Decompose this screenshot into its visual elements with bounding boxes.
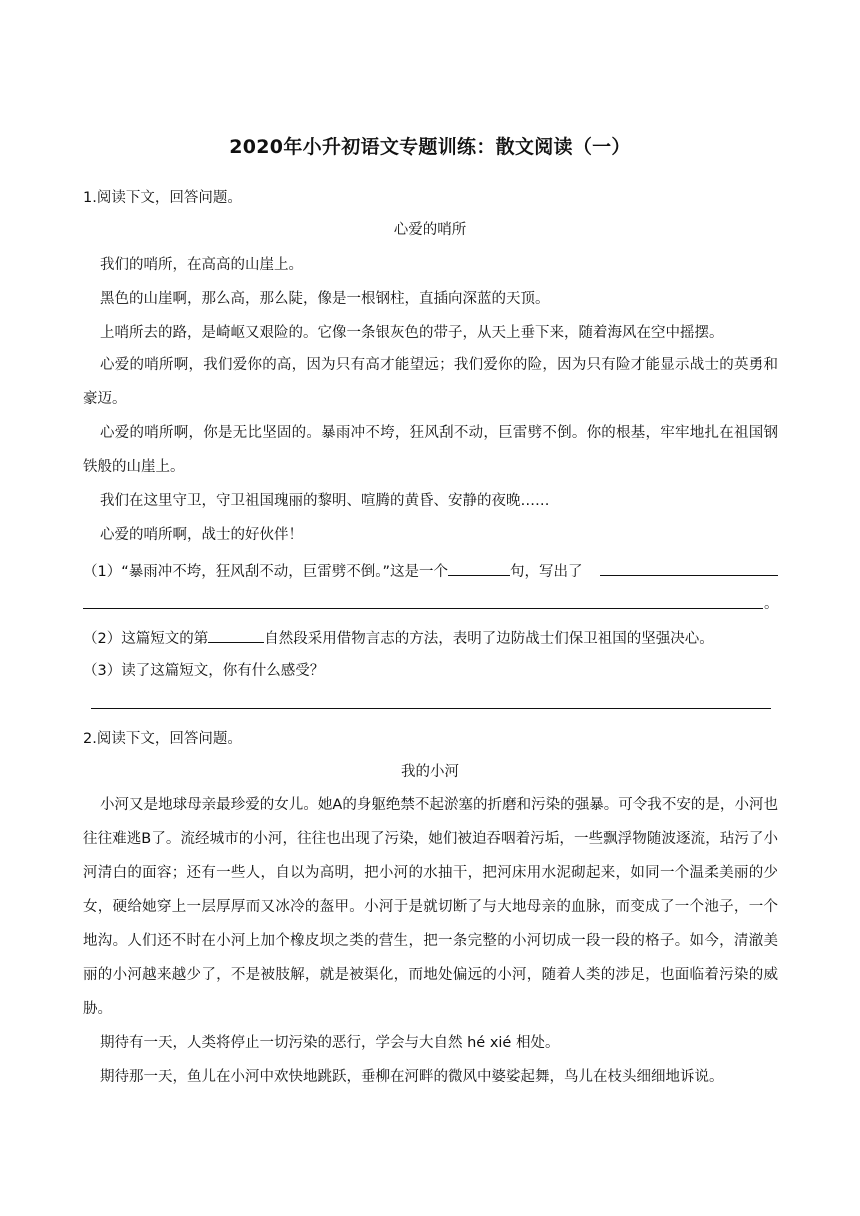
q1-sub2-text-a: （2）这篇短文的第 (83, 631, 209, 647)
q1-paragraph-4: 心爱的哨所啊，我们爱你的高，因为只有高才能望远；我们爱你的险，因为只有险才能显示战士的英勇和豪迈。 (83, 357, 778, 407)
answer-line-feelings[interactable] (91, 708, 771, 709)
q1-intro: 1.阅读下文，回答问题。 (83, 190, 242, 206)
q1-paragraph-3: 上哨所去的路，是崎岖又艰险的。它像一条银灰色的带子，从天上垂下来，随着海风在空中摇摆。 (100, 325, 724, 341)
answer-blank-paragraph-number[interactable] (208, 627, 264, 643)
q1-paragraph-6: 我们在这里守卫，守卫祖国瑰丽的黎明、喧腾的黄昏、安静的夜晚…… (100, 493, 550, 509)
q1-sub1-text-a: （1）“暴雨冲不垮，狂风刮不动，巨雷劈不倒。”这是一个 (83, 564, 448, 580)
answer-blank-sentence-type[interactable] (448, 560, 510, 576)
q2-paragraph-1: 小河又是地球母亲最珍爱的女儿。她A的身躯绝禁不起淤塞的折磨和污染的强暴。可令我不安的是，小河也往往难逃B了。流经城市的小河，往往也出现了污染，她们被迫吞咽着污垢，一些飘浮物随波逐流，玷污了小河清白的面容；还有一些人，自以为高明，把小河的水抽干，把河床用水泥砌起来，如同一个温柔美丽的少女，硬给她穿上一层厚厚而又冰冷的盔甲。小河于是就切断了与大地母亲的血脉，而变成了一个池子，一个地沟。人们还不时在小河上加个橡皮坝之类的营生，把一条完整的小河切成一段一段的格子。如今，清澈美丽的小河越来越少了，不是被肢解，就是被渠化，而地处偏远的小河，随着人类的涉足，也面临着污染的威胁。 (83, 797, 778, 1017)
q1-paragraph-1: 我们的哨所，在高高的山崖上。 (100, 257, 303, 273)
q1-sub3: （3）读了这篇短文，你有什么感受？ (83, 663, 325, 679)
q1-sub1-end: 。 (764, 596, 779, 612)
answer-blank-effect-line2[interactable] (83, 608, 763, 609)
q2-paragraph-2: 期待有一天，人类将停止一切污染的恶行，学会与大自然 hé xié 相处。 (100, 1035, 560, 1051)
q2-passage-title: 我的小河 (401, 764, 459, 780)
page-title: 2020年小升初语文专题训练：散文阅读（一） (229, 136, 631, 158)
q1-sub2-text-b: 自然段采用借物言志的方法，表明了边防战士们保卫祖国的坚强决心。 (264, 631, 714, 647)
q1-sub2 (83, 627, 714, 649)
q2-intro: 2.阅读下文，回答问题。 (83, 731, 242, 747)
answer-blank-effect-line1[interactable] (600, 575, 778, 576)
q1-paragraph-2: 黑色的山崖啊，那么高，那么陡，像是一根钢柱，直插向深蓝的天顶。 (100, 291, 550, 307)
q1-paragraph-7: 心爱的哨所啊，战士的好伙伴！ (100, 527, 303, 543)
q1-passage-title: 心爱的哨所 (393, 222, 467, 238)
q2-paragraph-3: 期待那一天，鱼儿在小河中欢快地跳跃，垂柳在河畔的微风中婆娑起舞，鸟儿在枝头细细地诉说。 (100, 1069, 724, 1085)
q1-sub1-text-b: 句，写出了 (510, 564, 583, 580)
q1-sub1 (83, 560, 583, 582)
q1-paragraph-5: 心爱的哨所啊，你是无比坚固的。暴雨冲不垮，狂风刮不动，巨雷劈不倒。你的根基，牢牢地扎在祖国钢铁般的山崖上。 (83, 425, 778, 475)
